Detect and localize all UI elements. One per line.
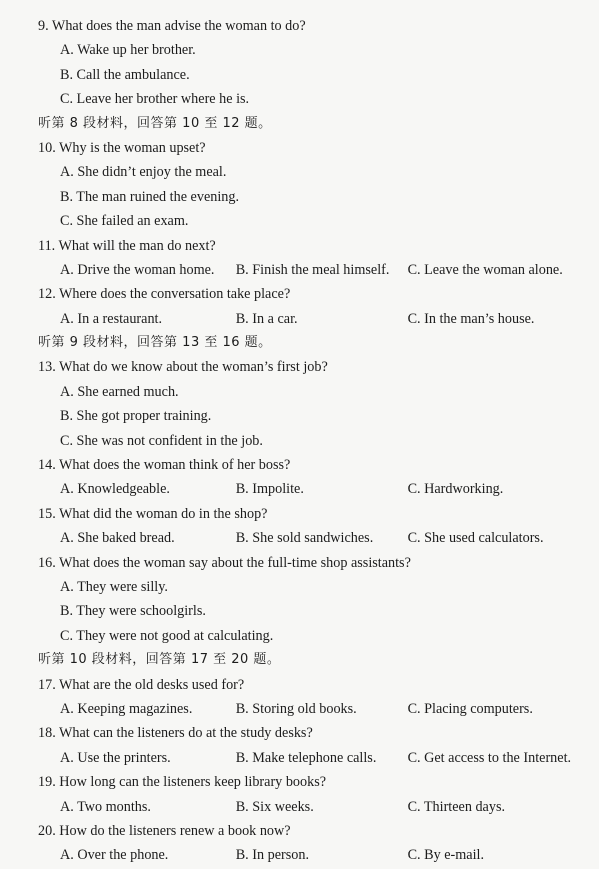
question-text: 20. How do the listeners renew a book now? [38, 822, 291, 839]
question-text: 19. How long can the listeners keep library books? [38, 774, 327, 791]
question-text: 13. What do we know about the woman’s first job? [38, 359, 328, 376]
answer-option: A. Knowledgeable. [60, 481, 170, 498]
question-text: 9. What does the man advise the woman to do? [38, 18, 306, 34]
question-text: 18. What can the listeners do at the study desks? [38, 725, 313, 742]
answer-option: B. Six weeks. [235, 798, 314, 815]
answer-option: B. Make telephone calls. [235, 749, 377, 766]
question-text: 12. Where does the conversation take place? [38, 286, 291, 303]
answer-options-row [38, 746, 591, 770]
answer-options-row [38, 258, 591, 282]
question-text: 10. Why is the woman upset? [38, 139, 206, 156]
answer-option: C. Leave her brother where he is. [60, 91, 250, 108]
answer-options-row [38, 843, 591, 867]
answer-option: C. They were not good at calculating. [60, 627, 274, 644]
answer-option: A. Wake up her brother. [60, 42, 196, 59]
answer-options-row [38, 307, 591, 331]
answer-option: B. Call the ambulance. [60, 66, 190, 83]
answer-option: B. The man ruined the evening. [60, 188, 240, 205]
answer-option: C. She was not confident in the job. [60, 432, 263, 449]
answer-option: A. Use the printers. [60, 749, 171, 766]
answer-option: B. Impolite. [235, 481, 304, 498]
answer-options-row [38, 697, 591, 721]
answer-options-row [38, 526, 591, 550]
answer-option: A. In a restaurant. [60, 310, 163, 327]
question-text: 16. What does the woman say about the full-time shop assistants? [38, 554, 411, 571]
answer-option: A. She baked bread. [60, 530, 175, 547]
answer-option: C. Hardworking. [407, 481, 504, 498]
answer-option: C. Placing computers. [407, 700, 533, 717]
answer-options-row [38, 795, 591, 819]
question-text: 17. What are the old desks used for? [38, 676, 245, 693]
answer-option: C. She used calculators. [407, 530, 544, 547]
answer-option: A. Over the phone. [60, 847, 169, 864]
section-instruction: 听第 10 段材料，回答第 17 至 20 题。 [38, 652, 281, 668]
answer-option: B. She sold sandwiches. [235, 530, 374, 547]
answer-option: A. Two months. [60, 798, 151, 815]
answer-option: C. She failed an exam. [60, 213, 189, 230]
answer-option: C. In the man’s house. [407, 310, 535, 327]
question-text: 14. What does the woman think of her boss? [38, 457, 291, 474]
answer-option: A. They were silly. [60, 578, 168, 595]
question-text: 15. What did the woman do in the shop? [38, 505, 268, 522]
section-instruction: 听第 9 段材料，回答第 13 至 16 题。 [38, 335, 272, 351]
answer-option: A. She didn’t enjoy the meal. [60, 164, 227, 181]
answer-option: C. Thirteen days. [407, 798, 506, 815]
answer-option: A. Keeping magazines. [60, 700, 193, 717]
answer-option: B. Storing old books. [235, 700, 357, 717]
answer-option: B. They were schoolgirls. [60, 603, 206, 620]
answer-option: C. By e-mail. [407, 847, 485, 864]
answer-option: C. Get access to the Internet. [407, 749, 572, 766]
answer-option: B. In person. [235, 847, 310, 864]
answer-option: B. She got proper training. [60, 408, 212, 425]
answer-option: B. In a car. [235, 310, 298, 327]
answer-option: A. Drive the woman home. [60, 261, 215, 278]
answer-options-row [38, 477, 591, 501]
answer-option: C. Leave the woman alone. [407, 261, 563, 278]
question-text: 11. What will the man do next? [38, 237, 216, 254]
answer-option: B. Finish the meal himself. [235, 261, 390, 278]
section-instruction: 听第 8 段材料，回答第 10 至 12 题。 [38, 115, 272, 131]
answer-option: A. She earned much. [60, 383, 179, 400]
